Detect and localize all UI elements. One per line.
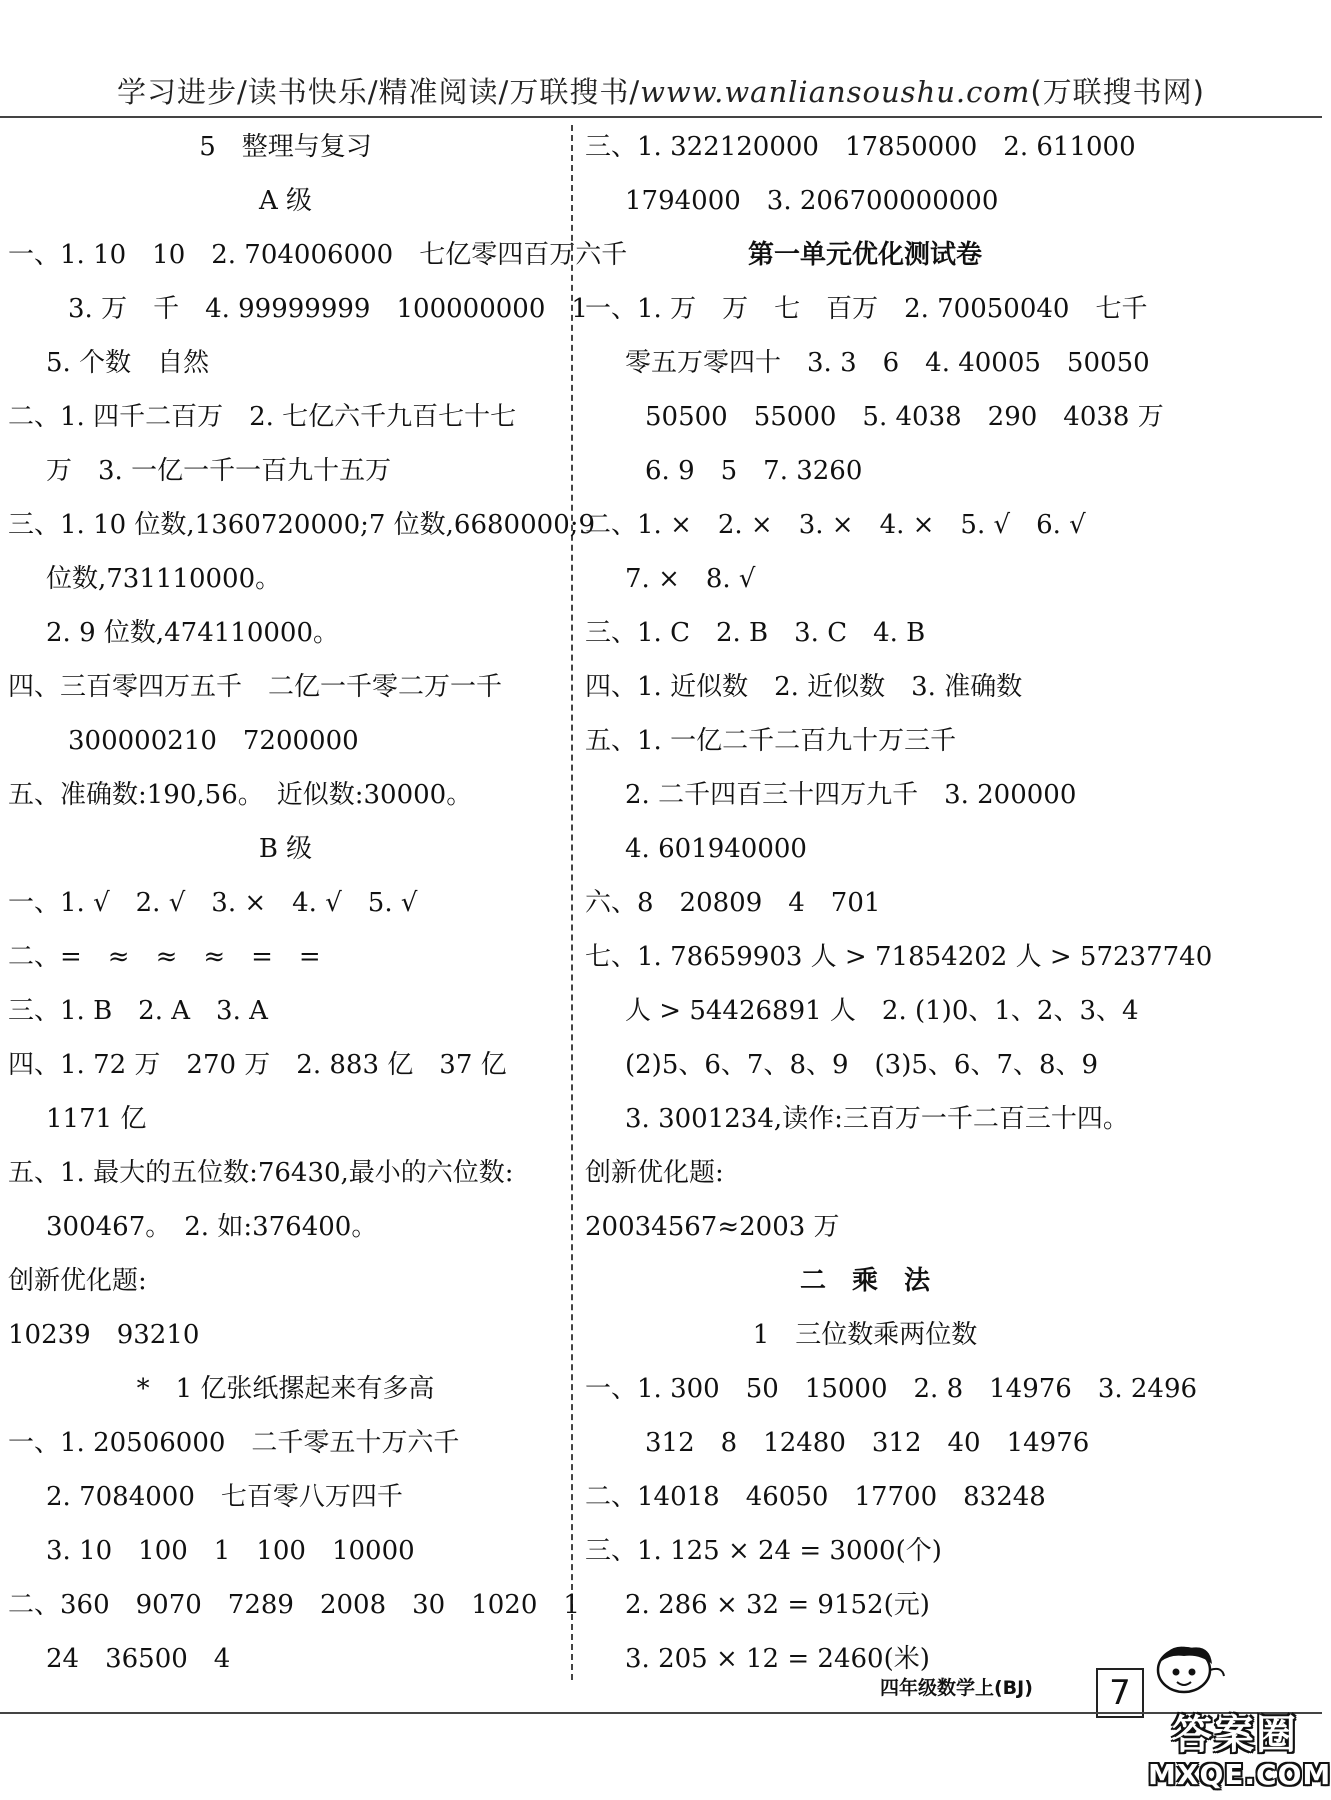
header-divider [0, 116, 1322, 118]
left-answer-line: 四、三百零四万五千 二亿一千零二万一千 [8, 672, 503, 702]
right-answer-line: 创新优化题: [585, 1158, 724, 1188]
right-answer-line: 3. 3001234,读作:三百万一千二百三十四。 [625, 1104, 1129, 1134]
watermark-top: 答案圈 [1172, 1712, 1298, 1758]
left-answer-line: 五、1. 最大的五位数:76430,最小的六位数: [8, 1158, 514, 1188]
right-answer-line: 50500 55000 5. 4038 290 4038 万 [645, 402, 1164, 432]
left-answer-line: 300000210 7200000 [68, 726, 359, 756]
watermark-logo [1148, 1712, 1331, 1800]
left-answer-line: 2. 7084000 七百零八万四千 [46, 1482, 403, 1512]
page-number: 7 [1096, 1668, 1144, 1718]
right-answer-line: 二、1. × 2. × 3. × 4. × 5. √ 6. √ [585, 510, 1086, 540]
right-answer-line: 7. × 8. √ [625, 564, 756, 594]
right-answer-line: 四、1. 近似数 2. 近似数 3. 准确数 [585, 672, 1023, 702]
left-answer-line: * 1 亿张纸摞起来有多高 [136, 1374, 435, 1404]
right-answer-line: 6. 9 5 7. 3260 [645, 456, 863, 486]
right-answer-line: 三、1. 322120000 17850000 2. 611000 [585, 132, 1136, 162]
right-answer-line: 312 8 12480 312 40 14976 [645, 1428, 1090, 1458]
left-answer-line: 五、准确数:190,56。 近似数:30000。 [8, 780, 473, 810]
left-answer-line: 1171 亿 [46, 1104, 147, 1134]
right-answer-line: 一、1. 万 万 七 百万 2. 70050040 七千 [585, 294, 1148, 324]
header-text: 学习进步/读书快乐/精准阅读/万联搜书/ [117, 75, 641, 109]
left-answer-line: 三、1. B 2. A 3. A [8, 996, 268, 1026]
right-answer-line: 2. 二千四百三十四万九千 3. 200000 [625, 780, 1077, 810]
right-answer-line: 人 > 54426891 人 2. (1)0、1、2、3、4 [625, 996, 1139, 1026]
left-answer-line: 24 36500 4 [46, 1644, 231, 1674]
watermark-bottom: MXQE.COM [1148, 1758, 1331, 1791]
right-answer-line: 五、1. 一亿二千二百九十万三千 [585, 726, 957, 756]
left-answer-column [8, 120, 628, 1686]
left-answer-line: 创新优化题: [8, 1266, 147, 1296]
footer-divider [0, 1712, 1322, 1714]
right-answer-line: 三、1. 125 × 24 = 3000(个) [585, 1536, 942, 1566]
left-answer-line: B 级 [258, 834, 313, 864]
left-answer-line: 二、1. 四千二百万 2. 七亿六千九百七十七 [8, 402, 517, 432]
left-answer-line: 万 3. 一亿一千一百九十五万 [46, 456, 392, 486]
left-answer-line: 10239 93210 [8, 1320, 200, 1350]
left-answer-line: 二、360 9070 7289 2008 30 1020 1 [8, 1590, 580, 1620]
left-answer-line: 300467。 2. 如:376400。 [46, 1212, 378, 1242]
right-answer-line: 2. 286 × 32 = 9152(元) [625, 1590, 930, 1620]
left-answer-line: A 级 [258, 186, 313, 216]
right-answer-line: 七、1. 78659903 人 > 71854202 人 > 57237740 [585, 942, 1213, 972]
right-answer-line: 第一单元优化测试卷 [747, 240, 982, 270]
left-answer-line: 三、1. 10 位数,1360720000;7 位数,6680000;9 [8, 510, 596, 540]
right-answer-column [585, 120, 1213, 1686]
right-answer-line: 二、14018 46050 17700 83248 [585, 1482, 1046, 1512]
header-suffix: (万联搜书网) [1030, 75, 1205, 109]
right-answer-line: 一、1. 300 50 15000 2. 8 14976 3. 2496 [585, 1374, 1198, 1404]
right-answer-line: 1 三位数乘两位数 [752, 1320, 978, 1350]
mascot-illustration [1150, 1640, 1230, 1700]
left-answer-line: 5 整理与复习 [199, 132, 372, 162]
page-header [0, 70, 1322, 111]
left-answer-line: 位数,731110000。 [46, 564, 282, 594]
left-answer-line: 一、1. 10 10 2. 704006000 七亿零四百万六千 [8, 240, 628, 270]
right-answer-line: 1794000 3. 206700000000 [625, 186, 999, 216]
column-divider [571, 125, 573, 1680]
right-answer-line: 三、1. C 2. B 3. C 4. B [585, 618, 926, 648]
right-answer-line: 3. 205 × 12 = 2460(米) [625, 1644, 930, 1674]
left-answer-line: 3. 万 千 4. 99999999 100000000 1 [68, 294, 588, 324]
right-answer-line: (2)5、6、7、8、9 (3)5、6、7、8、9 [625, 1050, 1099, 1080]
grade-label: 四年级数学上(BJ) [880, 1677, 1033, 1699]
right-answer-line: 20034567≈2003 万 [585, 1212, 840, 1242]
left-answer-line: 一、1. 20506000 二千零五十万六千 [8, 1428, 460, 1458]
left-answer-line: 2. 9 位数,474110000。 [46, 618, 340, 648]
left-answer-line: 二、= ≈ ≈ ≈ = = [8, 942, 321, 972]
right-answer-line: 二 乘 法 [799, 1266, 930, 1296]
left-answer-line: 一、1. √ 2. √ 3. × 4. √ 5. √ [8, 888, 418, 918]
left-answer-line: 5. 个数 自然 [46, 348, 210, 378]
right-answer-line: 零五万零四十 3. 3 6 4. 40005 50050 [625, 348, 1150, 378]
right-answer-line: 六、8 20809 4 701 [585, 888, 881, 918]
right-answer-line: 4. 601940000 [625, 834, 807, 864]
left-answer-line: 3. 10 100 1 100 10000 [46, 1536, 415, 1566]
left-answer-line: 四、1. 72 万 270 万 2. 883 亿 37 亿 [8, 1050, 507, 1080]
header-url: www.wanliansoushu.com [640, 75, 1031, 109]
